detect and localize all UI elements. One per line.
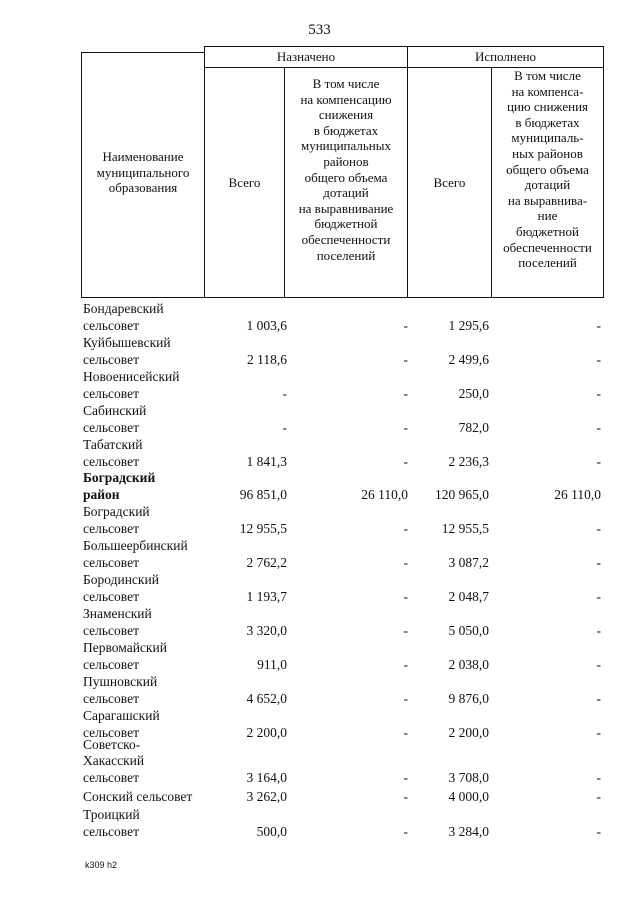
row-name: Советско- Хакасский сельсовет — [83, 736, 145, 785]
row-assigned-comp: - — [403, 317, 408, 333]
row-assigned-comp: - — [403, 823, 408, 839]
row-assigned-comp: - — [403, 622, 408, 638]
row-executed-total: 120 965,0 — [435, 486, 489, 502]
row-assigned-total: 2 200,0 — [246, 724, 287, 740]
row-assigned-total: 1 003,6 — [246, 317, 287, 333]
table-row — [81, 538, 611, 571]
row-executed-total: 2 200,0 — [448, 724, 489, 740]
row-assigned-comp: - — [403, 788, 408, 804]
row-executed-comp: - — [596, 351, 601, 367]
row-assigned-total: 12 955,5 — [239, 520, 287, 536]
row-executed-comp: - — [596, 724, 601, 740]
row-executed-comp: - — [596, 520, 601, 536]
row-name: Знаменский сельсовет — [83, 606, 152, 638]
table-row — [81, 403, 611, 436]
row-assigned-comp: - — [403, 588, 408, 604]
row-name: Куйбышевский сельсовет — [83, 335, 171, 367]
row-assigned-comp: 26 110,0 — [361, 486, 408, 502]
row-name: Новоенисейский сельсовет — [83, 369, 180, 401]
row-executed-comp: - — [596, 453, 601, 469]
table-row — [81, 787, 611, 805]
row-name: Пушновский сельсовет — [83, 674, 158, 706]
header-left-top-line — [81, 52, 204, 53]
row-name: Троицкий сельсовет — [83, 807, 140, 839]
header-assigned-total: Всего — [228, 175, 261, 190]
row-executed-comp: - — [596, 419, 601, 435]
header-name-col: Наименование муниципального образования — [96, 149, 190, 196]
row-assigned-comp: - — [403, 690, 408, 706]
row-executed-total: 2 048,7 — [448, 588, 489, 604]
row-name: Большеербинский сельсовет — [83, 538, 188, 570]
header-top-line — [204, 46, 604, 47]
row-executed-comp: - — [596, 317, 601, 333]
row-executed-total: 2 499,6 — [448, 351, 489, 367]
header-executed-total: Всего — [433, 175, 466, 190]
row-assigned-total: 96 851,0 — [239, 486, 287, 502]
table-row — [81, 572, 611, 605]
row-assigned-total: 3 164,0 — [246, 769, 287, 785]
header-vline-1 — [204, 46, 205, 298]
table-row — [81, 369, 611, 402]
row-assigned-total: 3 262,0 — [246, 788, 287, 804]
row-name: Бородинский сельсовет — [83, 572, 159, 604]
header-executed-incl: В том числе на компенса- цию снижения в бюджетах муниципаль- ных районов общего объема дотаций на выравнива- ние бюджетной обеспеченности поселений — [503, 68, 592, 271]
row-name: Бондаревский сельсовет — [83, 301, 164, 333]
page-number: 533 — [308, 22, 331, 38]
row-assigned-total: - — [282, 385, 287, 401]
row-executed-total: 12 955,5 — [441, 520, 489, 536]
row-executed-total: 1 295,6 — [448, 317, 489, 333]
row-executed-total: 4 000,0 — [448, 788, 489, 804]
row-assigned-total: 4 652,0 — [246, 690, 287, 706]
header-assigned-incl: В том числе на компенсацию снижения в бюджетах муниципальных районов общего объема дотаций на выравнивание бюджетной обеспеченности поселений — [298, 76, 394, 263]
row-assigned-comp: - — [403, 453, 408, 469]
table-row — [81, 301, 611, 334]
table-row — [81, 606, 611, 639]
row-name: Первомайский сельсовет — [83, 640, 167, 672]
row-executed-total: 3 284,0 — [448, 823, 489, 839]
row-executed-total: 5 050,0 — [448, 622, 489, 638]
header-executed: Исполнено — [474, 49, 537, 64]
table-row — [81, 437, 611, 470]
row-assigned-comp: - — [403, 656, 408, 672]
row-assigned-total: 2 762,2 — [246, 554, 287, 570]
row-assigned-comp: - — [403, 554, 408, 570]
table-row — [81, 806, 611, 840]
row-assigned-total: - — [282, 419, 287, 435]
row-executed-comp: - — [596, 554, 601, 570]
row-assigned-comp: - — [403, 520, 408, 536]
table-row — [81, 674, 611, 707]
row-executed-comp: - — [596, 622, 601, 638]
row-executed-comp: 26 110,0 — [554, 486, 601, 502]
row-executed-comp: - — [596, 690, 601, 706]
row-executed-comp: - — [596, 588, 601, 604]
row-executed-total: 3 708,0 — [448, 769, 489, 785]
row-assigned-comp: - — [403, 419, 408, 435]
row-executed-total: 782,0 — [458, 419, 489, 435]
row-name: Боградский сельсовет — [83, 504, 150, 536]
row-executed-comp: - — [596, 656, 601, 672]
table-row — [81, 640, 611, 673]
header-vline-5 — [603, 46, 604, 298]
footer-code: k309 h2 — [85, 860, 118, 870]
row-name: Сонский сельсовет — [83, 788, 193, 804]
row-executed-comp: - — [596, 788, 601, 804]
row-name: Сарагашский сельсовет — [83, 708, 160, 740]
row-name: Сабинский сельсовет — [83, 403, 147, 435]
row-executed-comp: - — [596, 769, 601, 785]
header-bottom-line — [81, 297, 604, 298]
table-row — [81, 470, 611, 503]
row-name: Боградский район — [83, 470, 156, 502]
row-assigned-comp: - — [403, 769, 408, 785]
row-assigned-total: 1 193,7 — [246, 588, 287, 604]
row-assigned-comp: - — [403, 724, 408, 740]
row-executed-comp: - — [596, 385, 601, 401]
row-assigned-comp: - — [403, 351, 408, 367]
row-executed-total: 2 236,3 — [448, 453, 489, 469]
row-executed-total: 250,0 — [458, 385, 489, 401]
row-executed-total: 9 876,0 — [448, 690, 489, 706]
row-executed-comp: - — [596, 823, 601, 839]
header-assigned: Назначено — [276, 49, 336, 64]
row-executed-total: 2 038,0 — [448, 656, 489, 672]
row-assigned-total: 500,0 — [256, 823, 287, 839]
table-row — [81, 736, 611, 786]
row-assigned-comp: - — [403, 385, 408, 401]
row-assigned-total: 1 841,3 — [246, 453, 287, 469]
table-row — [81, 504, 611, 537]
row-executed-total: 3 087,2 — [448, 554, 489, 570]
row-assigned-total: 2 118,6 — [247, 351, 287, 367]
row-assigned-total: 3 320,0 — [246, 622, 287, 638]
header-vline-3 — [407, 46, 408, 298]
table-row — [81, 335, 611, 368]
row-assigned-total: 911,0 — [257, 656, 287, 672]
table-header — [81, 46, 604, 298]
row-name: Табатский сельсовет — [83, 437, 143, 469]
